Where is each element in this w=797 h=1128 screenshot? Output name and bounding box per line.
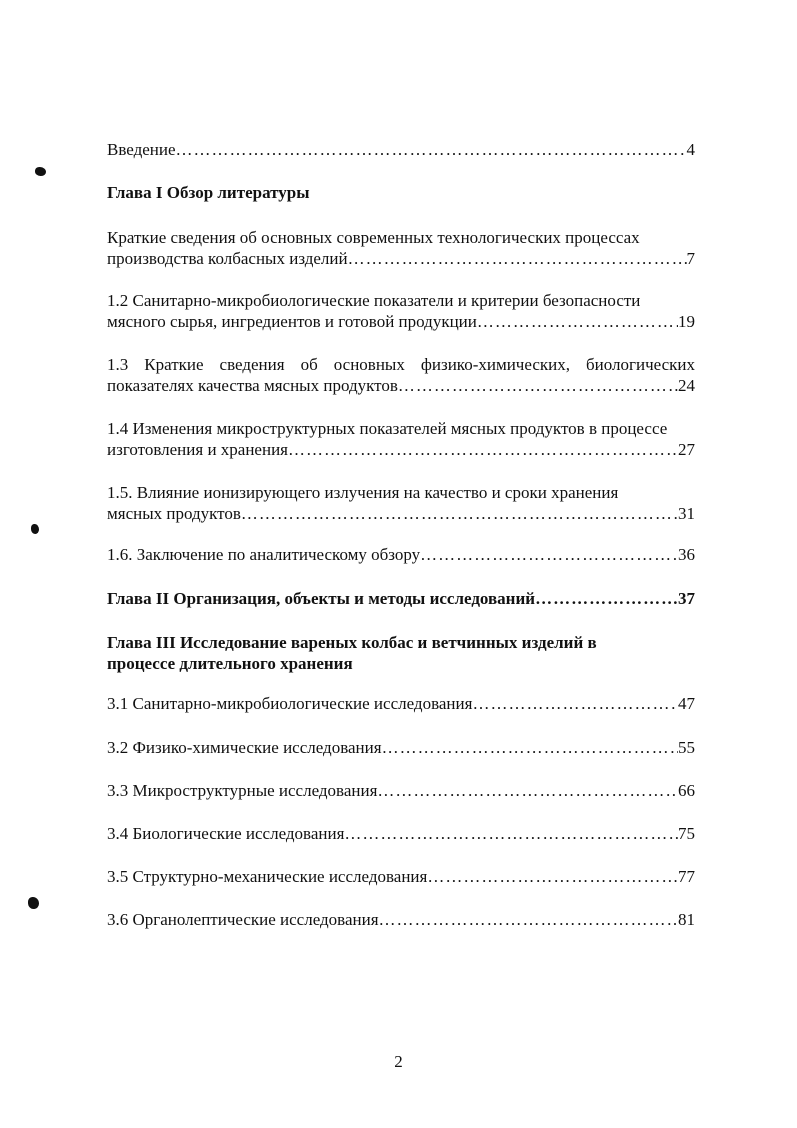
toc-entry-3-2 — [107, 738, 695, 758]
toc-leader-dots — [288, 439, 678, 460]
toc-entry-title-line2: производства колбасных изделий — [107, 249, 348, 268]
toc-leader-dots — [241, 503, 678, 524]
toc-entry-page: 75 — [678, 824, 695, 843]
toc-entry-3-1 — [107, 694, 695, 714]
toc-entry-page: 27 — [678, 440, 695, 459]
toc-entry-title-line1: Краткие сведения об основных современных технологических процессах — [107, 228, 640, 247]
toc-entry-title-line2: мясных продуктов — [107, 504, 241, 523]
toc-chapter-3-heading — [107, 632, 695, 674]
toc-chapter-title-line1: Глава III Исследование вареных колбас и ветчинных изделий в — [107, 633, 597, 652]
scan-speck — [28, 897, 39, 909]
toc-leader-dots — [427, 867, 678, 887]
toc-entry-title: 3.5 Структурно-механические исследования — [107, 867, 428, 886]
toc-chapter-2-heading — [107, 589, 695, 609]
toc-entry-page: 31 — [678, 504, 695, 523]
toc-entry-page: 77 — [678, 867, 695, 886]
toc-entry-page: 37 — [678, 589, 695, 608]
toc-entry-3-3 — [107, 781, 695, 801]
toc-leader-dots — [382, 738, 678, 758]
toc-entry-page: 24 — [678, 376, 695, 395]
toc-entry-title-line2: изготовления и хранения — [107, 440, 288, 459]
scan-speck — [31, 524, 39, 534]
toc-entry-page: 4 — [686, 140, 695, 159]
toc-entry-title-line1: 1.5. Влияние ионизирующего излучения на качество и сроки хранения — [107, 483, 619, 502]
toc-leader-dots — [477, 311, 678, 332]
toc-entry-title-line2: показателях качества мясных продуктов — [107, 376, 398, 395]
toc-entry-1-3 — [107, 354, 695, 396]
toc-entry-3-6 — [107, 910, 695, 930]
toc-leader-dots — [420, 545, 678, 565]
toc-entry-3-4 — [107, 824, 695, 844]
toc-entry-1-2 — [107, 290, 695, 332]
toc-leader-dots — [398, 375, 678, 396]
page-number: 2 — [394, 1052, 403, 1071]
toc-entry-title: Введение — [107, 140, 176, 159]
toc-entry-1-4 — [107, 418, 695, 460]
toc-leader-dots — [176, 140, 687, 160]
toc-entry-title: Глава II Организация, объекты и методы исследований — [107, 589, 536, 608]
toc-entry-page: 81 — [678, 910, 695, 929]
toc-leader-dots — [379, 910, 678, 930]
toc-leader-dots — [377, 781, 678, 801]
toc-entry-1-5 — [107, 482, 695, 524]
toc-leader-dots — [348, 248, 687, 269]
toc-entry-title: 3.3 Микроструктурные исследования — [107, 781, 378, 800]
toc-entry-title: 3.2 Физико-химические исследования — [107, 738, 382, 757]
toc-leader-dots — [535, 589, 678, 609]
toc-entry-page: 66 — [678, 781, 695, 800]
toc-entry-page: 7 — [686, 249, 695, 268]
toc-entry-page: 55 — [678, 738, 695, 757]
toc-entry-title-line1: 1.4 Изменения микроструктурных показателей мясных продуктов в процессе — [107, 419, 668, 438]
toc-entry-title: 3.1 Санитарно-микробиологические исследования — [107, 694, 473, 713]
toc-chapter-title-line2: процессе длительного хранения — [107, 654, 353, 673]
toc-entry-1-1 — [107, 227, 695, 269]
toc-entry-page: 36 — [678, 545, 695, 564]
toc-leader-dots — [472, 694, 678, 714]
toc-entry-1-6 — [107, 545, 695, 565]
toc-leader-dots — [344, 824, 678, 844]
toc-entry-title: 3.6 Органолептические исследования — [107, 910, 379, 929]
toc-entry-page: 47 — [678, 694, 695, 713]
toc-entry-title: 3.4 Биологические исследования — [107, 824, 345, 843]
toc-entry-title: 1.6. Заключение по аналитическому обзору — [107, 545, 421, 564]
toc-entry-3-5 — [107, 867, 695, 887]
toc-entry-intro — [107, 140, 695, 160]
scan-speck — [35, 167, 46, 176]
toc-entry-title-line1: 1.3 Краткие сведения об основных физико-химических, биологических — [107, 355, 695, 374]
toc-chapter-1-heading: Глава I Обзор литературы — [107, 183, 310, 202]
toc-entry-title-line1: 1.2 Санитарно-микробиологические показатели и критерии безопасности — [107, 291, 641, 310]
toc-entry-title-line2: мясного сырья, ингредиентов и готовой продукции — [107, 312, 477, 331]
toc-entry-page: 19 — [678, 312, 695, 331]
